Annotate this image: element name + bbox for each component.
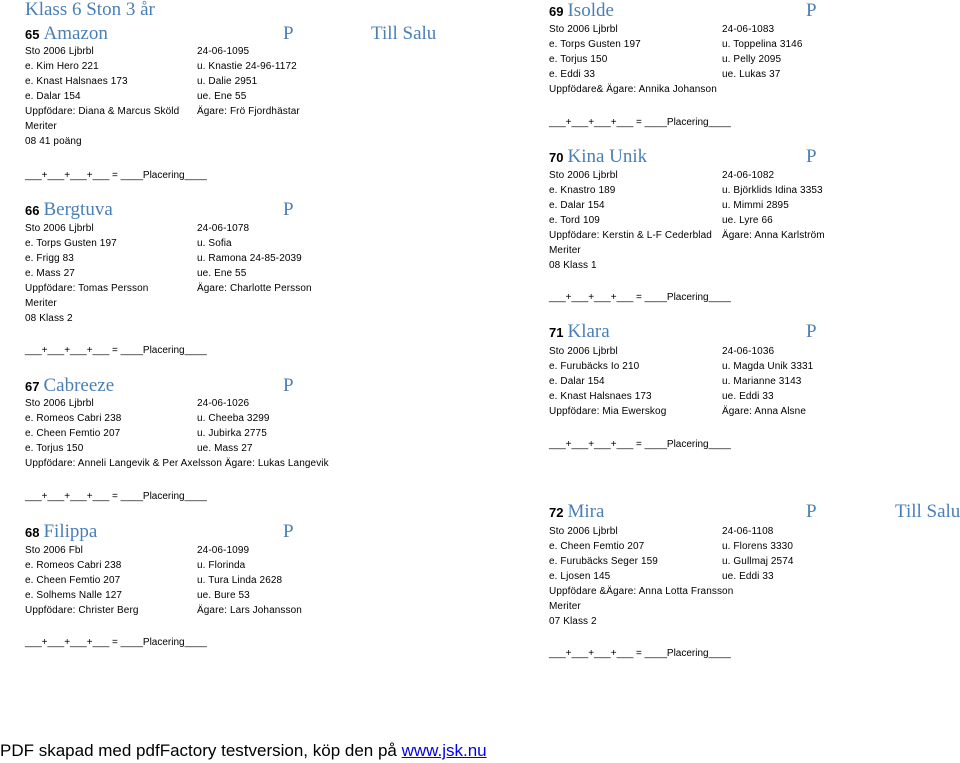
info-line-left: Uppfödare: Kerstin & L-F Cederblad: [549, 230, 712, 241]
horse-number: 68: [25, 525, 40, 540]
info-line-right: u. Mimmi 2895: [722, 200, 789, 211]
info-line-left: Sto 2006 Ljbrbl: [549, 24, 618, 35]
info-line-left: Sto 2006 Ljbrbl: [25, 46, 94, 57]
info-line-left: e. Tord 109: [549, 215, 600, 226]
info-line-right: ue. Ene 55: [197, 91, 247, 102]
horse-number: 70: [549, 150, 564, 165]
horse-number: 69: [549, 4, 564, 19]
premium-mark: P: [283, 199, 294, 220]
info-line-left: e. Furubäcks Seger 159: [549, 556, 658, 567]
horse-name: Filippa: [43, 521, 98, 542]
horse-header: [25, 199, 113, 221]
info-line-right: ue. Eddi 33: [722, 571, 774, 582]
horse-number: 66: [25, 203, 40, 218]
horse-number: 67: [25, 379, 40, 394]
premium-mark: P: [283, 375, 294, 396]
horse-header: [549, 321, 610, 343]
footer-note: [0, 741, 487, 761]
info-line-right: 24-06-1026: [197, 398, 250, 409]
info-line-right: ue. Bure 53: [197, 590, 250, 601]
info-line-right: u. Tura Linda 2628: [197, 575, 283, 586]
horse-name: Mira: [567, 501, 605, 522]
info-line-right: ue. Lukas 37: [722, 69, 781, 80]
info-line-left: Uppfödare: Mia Ewerskog: [549, 406, 667, 417]
info-line-right: u. Dalie 2951: [197, 76, 258, 87]
info-line-right: u. Magda Unik 3331: [722, 361, 814, 372]
horse-number: 65: [25, 27, 40, 42]
info-line-right: u. Cheeba 3299: [197, 413, 270, 424]
info-line-left: e. Frigg 83: [25, 253, 74, 264]
score-placering-line: ___+___+___+___ = ____Placering____: [25, 170, 207, 181]
info-line-right: 24-06-1036: [722, 346, 775, 357]
score-placering-line: ___+___+___+___ = ____Placering____: [549, 292, 731, 303]
info-line-left: Sto 2006 Ljbrbl: [549, 526, 618, 537]
info-line-right: 24-06-1082: [722, 170, 775, 181]
info-line-left: e. Torjus 150: [25, 443, 84, 454]
info-line-right: u. Jubirka 2775: [197, 428, 267, 439]
info-line-left: 07 Klass 2: [549, 616, 597, 627]
footer-link[interactable]: www.jsk.nu: [401, 741, 487, 760]
info-line-left: e. Dalar 154: [549, 376, 605, 387]
info-line-left: 08 Klass 1: [549, 260, 597, 271]
horse-header: [25, 23, 108, 45]
info-line-left: 08 Klass 2: [25, 313, 73, 324]
info-line-left: Meriter: [25, 298, 57, 309]
horse-name: Kina Unik: [567, 146, 648, 167]
info-line-left: Uppfödare &Ägare: Anna Lotta Fransson: [549, 586, 734, 597]
info-line-left: e. Knastro 189: [549, 185, 616, 196]
score-placering-line: ___+___+___+___ = ____Placering____: [25, 491, 207, 502]
info-line-left: 08 41 poäng: [25, 136, 82, 147]
info-line-right: u. Marianne 3143: [722, 376, 802, 387]
horse-header: [25, 521, 97, 543]
premium-mark: P: [806, 146, 817, 167]
info-line-left: Sto 2006 Ljbrbl: [25, 223, 94, 234]
info-line-right: 24-06-1095: [197, 46, 250, 57]
info-line-left: e. Furubäcks Io 210: [549, 361, 640, 372]
info-line-right: u. Toppelina 3146: [722, 39, 803, 50]
score-placering-line: ___+___+___+___ = ____Placering____: [549, 439, 731, 450]
info-line-right: 24-06-1083: [722, 24, 775, 35]
info-line-right: Ägare: Anna Karlström: [722, 230, 825, 241]
info-line-left: Sto 2006 Ljbrbl: [549, 170, 618, 181]
info-line-left: Sto 2006 Ljbrbl: [25, 398, 94, 409]
info-line-right: 24-06-1108: [722, 526, 774, 537]
info-line-left: e. Cheen Femtio 207: [25, 428, 121, 439]
premium-mark: P: [806, 0, 817, 21]
info-line-left: e. Cheen Femtio 207: [549, 541, 645, 552]
info-line-left: Uppfödare& Ägare: Annika Johanson: [549, 84, 717, 95]
score-placering-line: ___+___+___+___ = ____Placering____: [549, 117, 731, 128]
info-line-right: u. Knastie 24-96-1172: [197, 61, 297, 72]
info-line-left: e. Torps Gusten 197: [25, 238, 117, 249]
info-line-left: e. Mass 27: [25, 268, 75, 279]
info-line-right: ue. Lyre 66: [722, 215, 773, 226]
info-line-left: Uppfödare: Christer Berg: [25, 605, 139, 616]
info-line-right: u. Sofia: [197, 238, 232, 249]
info-line-left: e. Kim Hero 221: [25, 61, 99, 72]
info-line-left: e. Knast Halsnaes 173: [549, 391, 652, 402]
score-placering-line: ___+___+___+___ = ____Placering____: [25, 345, 207, 356]
info-line-left: e. Dalar 154: [549, 200, 605, 211]
info-line-left: Sto 2006 Fbl: [25, 545, 83, 556]
info-line-right: u. Florinda: [197, 560, 246, 571]
info-line-right: Ägare: Charlotte Persson: [197, 283, 312, 294]
horse-name: Klara: [567, 321, 610, 342]
score-placering-line: ___+___+___+___ = ____Placering____: [549, 648, 731, 659]
horse-number: 72: [549, 505, 564, 520]
premium-mark: P: [283, 23, 294, 44]
premium-mark: P: [283, 521, 294, 542]
premium-mark: P: [806, 501, 817, 522]
info-line-left: Meriter: [549, 245, 581, 256]
info-line-right: Ägare: Frö Fjordhästar: [197, 106, 300, 117]
info-line-left: e. Ljosen 145: [549, 571, 611, 582]
horse-number: 71: [549, 325, 564, 340]
info-line-left: e. Knast Halsnaes 173: [25, 76, 128, 87]
info-line-right: Ägare: Anna Alsne: [722, 406, 806, 417]
info-line-right: Ägare: Lars Johansson: [197, 605, 302, 616]
footer-text: PDF skapad med pdfFactory testversion, köp den på: [0, 741, 402, 760]
info-line-right: u. Björklids Idina 3353: [722, 185, 823, 196]
info-line-left: e. Romeos Cabri 238: [25, 413, 122, 424]
horse-name: Cabreeze: [43, 375, 115, 396]
info-line-right: u. Gullmaj 2574: [722, 556, 794, 567]
info-line-right: ue. Mass 27: [197, 443, 253, 454]
horse-name: Amazon: [43, 23, 108, 44]
info-line-right: ue. Ene 55: [197, 268, 247, 279]
info-line-right: u. Florens 3330: [722, 541, 793, 552]
info-line-left: e. Cheen Femtio 207: [25, 575, 121, 586]
info-line-left: Meriter: [25, 121, 57, 132]
for-sale-label: Till Salu: [371, 23, 437, 44]
premium-mark: P: [806, 321, 817, 342]
info-line-left: e. Dalar 154: [25, 91, 81, 102]
info-line-left: e. Romeos Cabri 238: [25, 560, 122, 571]
horse-header: [549, 501, 604, 523]
info-line-left: e. Torjus 150: [549, 54, 608, 65]
horse-name: Bergtuva: [43, 199, 113, 220]
info-line-right: u. Pelly 2095: [722, 54, 782, 65]
horse-header: [25, 375, 114, 397]
info-line-left: e. Torps Gusten 197: [549, 39, 641, 50]
info-line-left: Uppfödare: Diana & Marcus Sköld: [25, 106, 180, 117]
horse-header: [549, 0, 614, 22]
info-line-right: 24-06-1078: [197, 223, 250, 234]
info-line-left: e. Eddi 33: [549, 69, 596, 80]
info-line-right: 24-06-1099: [197, 545, 250, 556]
info-line-right: ue. Eddi 33: [722, 391, 774, 402]
info-line-left: Sto 2006 Ljbrbl: [549, 346, 618, 357]
info-line-left: e. Solhems Nalle 127: [25, 590, 123, 601]
page-title: Klass 6 Ston 3 år: [25, 0, 155, 20]
info-line-left: Uppfödare: Tomas Persson: [25, 283, 149, 294]
score-placering-line: ___+___+___+___ = ____Placering____: [25, 637, 207, 648]
for-sale-label: Till Salu: [895, 501, 960, 522]
horse-name: Isolde: [567, 0, 614, 21]
info-line-left: Uppfödare: Anneli Langevik & Per Axelsson Ägare: Lukas Langevik: [25, 458, 329, 469]
info-line-right: u. Ramona 24-85-2039: [197, 253, 302, 264]
horse-header: [549, 146, 647, 168]
info-line-left: Meriter: [549, 601, 581, 612]
